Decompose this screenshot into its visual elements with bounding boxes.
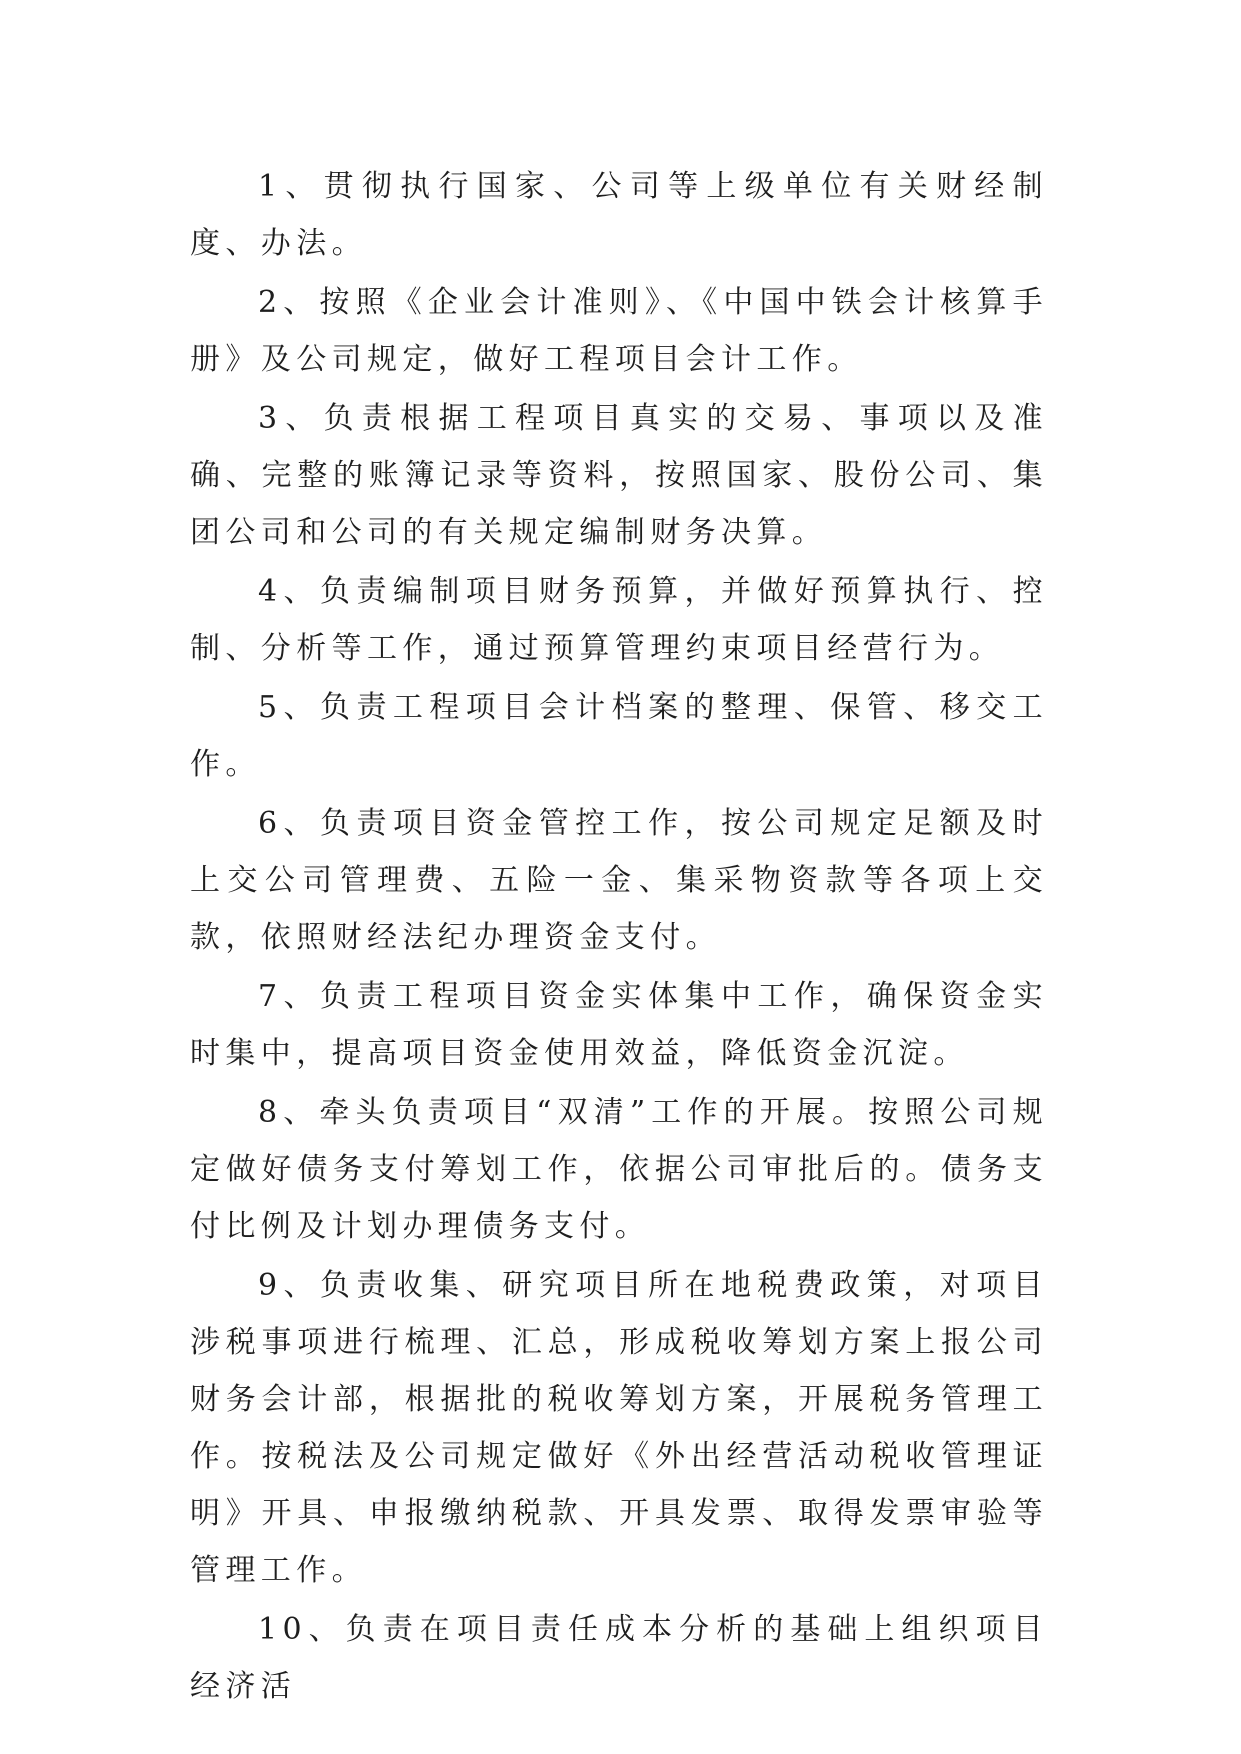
- paragraph-7: 7、负责工程项目资金实体集中工作，确保资金实时集中，提高项目资金使用效益，降低资金沉淀。: [190, 979, 1048, 1071]
- paragraph-3: 3、负责根据工程项目真实的交易、事项以及准确、完整的账簿记录等资料，按照国家、股份公司、集团公司和公司的有关规定编制财务决算。: [190, 401, 1048, 550]
- paragraph-5: 5、负责工程项目会计档案的整理、保管、移交工作。: [190, 690, 1048, 782]
- paragraph-10: 10、负责在项目责任成本分析的基础上组织项目经济活: [190, 1612, 1048, 1704]
- document-body: [190, 158, 1048, 1717]
- paragraph-1: 1、贯彻执行国家、公司等上级单位有关财经制度、办法。: [190, 169, 1048, 261]
- paragraph-8: 8、牵头负责项目“双清”工作的开展。按照公司规定做好债务支付筹划工作，依据公司审批后的。债务支付比例及计划办理债务支付。: [190, 1095, 1048, 1244]
- paragraph-2: 2、按照《企业会计准则》、《中国中铁会计核算手册》及公司规定，做好工程项目会计工作。: [190, 285, 1048, 377]
- paragraph-6: 6、负责项目资金管控工作，按公司规定足额及时上交公司管理费、五险一金、集采物资款等各项上交款，依照财经法纪办理资金支付。: [190, 806, 1048, 955]
- paragraph-4: 4、负责编制项目财务预算，并做好预算执行、控制、分析等工作，通过预算管理约束项目经营行为。: [190, 574, 1048, 666]
- paragraph-9: 9、负责收集、研究项目所在地税费政策，对项目涉税事项进行梳理、汇总，形成税收筹划方案上报公司财务会计部，根据批的税收筹划方案，开展税务管理工作。按税法及公司规定做好《外出经营活动税收管理证明》开具、申报缴纳税款、开具发票、取得发票审验等管理工作。: [190, 1268, 1048, 1588]
